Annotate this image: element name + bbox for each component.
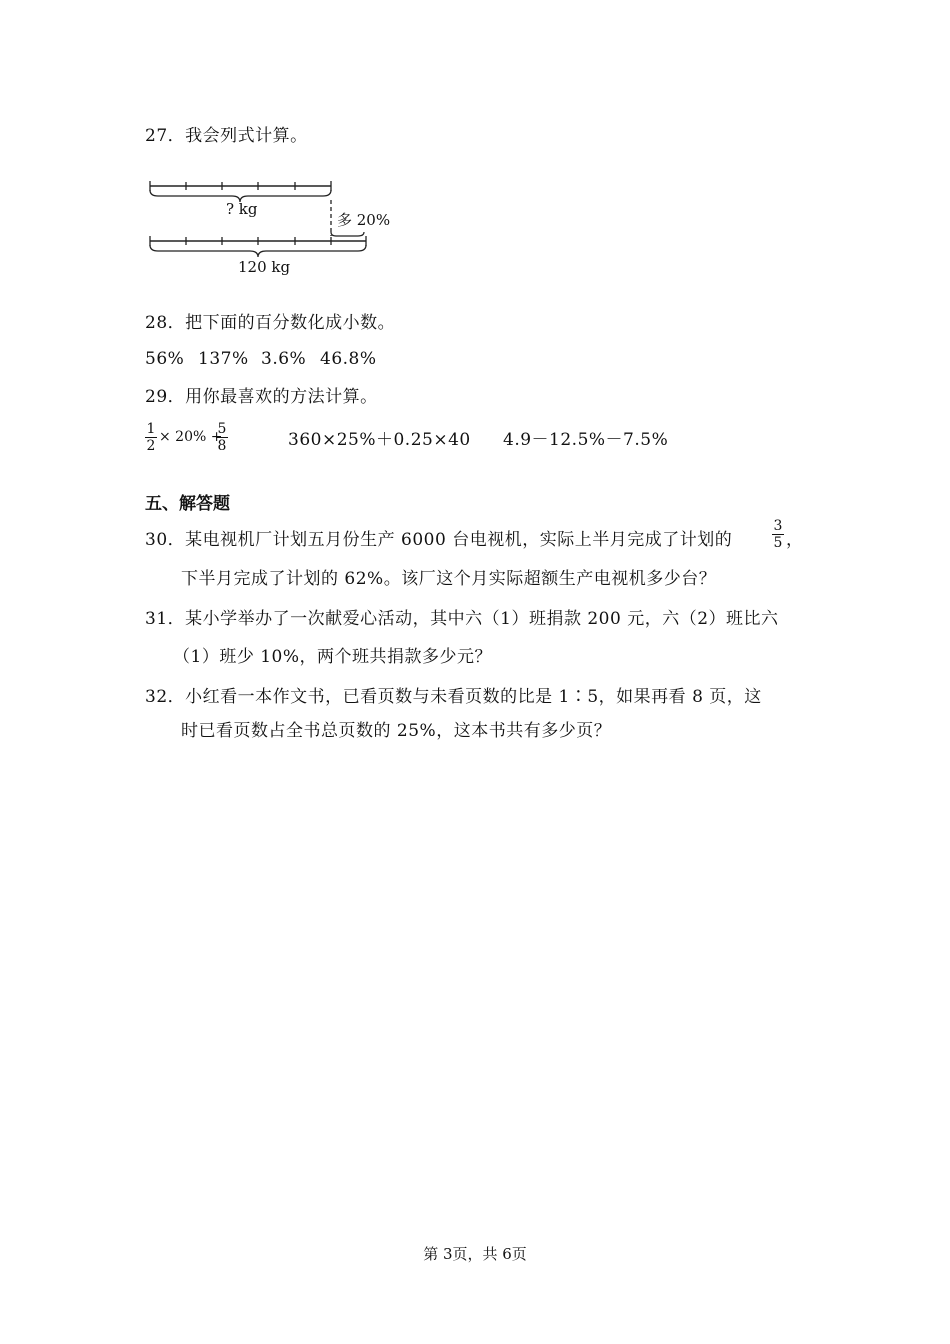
- expr2: 360×25%＋0.25×40: [288, 430, 471, 450]
- q28-value: 3.6%: [261, 349, 307, 369]
- q32-line1: 32．小红看一本作文书，已看页数与未看页数的比是 1∶5，如果再看 8 页，这: [145, 687, 762, 707]
- fraction-five-eighths: [216, 421, 228, 454]
- diagram-top-label: ? kg: [226, 200, 258, 218]
- expr3: 4.9－12.5%－7.5%: [503, 430, 669, 450]
- q28-value: 56%: [145, 349, 185, 369]
- frac-num: 5: [217, 421, 227, 437]
- question-29-label: 29．用你最喜欢的方法计算。: [145, 387, 378, 407]
- question-28-label: 28．把下面的百分数化成小数。: [145, 313, 396, 333]
- q31-line1: 31．某小学举办了一次献爱心活动，其中六（1）班捐款 200 元，六（2）班比六: [145, 609, 779, 629]
- fraction-one-half: [145, 421, 157, 454]
- frac-num: 1: [146, 421, 156, 437]
- page-footer: 第 3页，共 6页: [423, 1245, 527, 1263]
- diagram-extra-label: 多 20%: [337, 211, 391, 229]
- expr1-middle: × 20% +: [159, 429, 223, 445]
- q30-line2: 下半月完成了计划的 62%。该厂这个月实际超额生产电视机多少台？: [181, 569, 717, 589]
- frac-den: 8: [217, 438, 227, 454]
- q30-line1: 30．某电视机厂计划五月份生产 6000 台电视机，实际上半月完成了计划的: [145, 530, 733, 550]
- frac-den: 2: [146, 438, 156, 454]
- frac-num: 3: [773, 518, 783, 534]
- q32-line2: 时已看页数占全书总页数的 25%，这本书共有多少页？: [181, 721, 612, 741]
- q28-value: 46.8%: [320, 349, 377, 369]
- q28-value: 137%: [198, 349, 249, 369]
- section-5-title: 五、解答题: [145, 494, 230, 514]
- diagram-bottom-label: 120 kg: [238, 258, 291, 276]
- q31-line2: （1）班少 10%，两个班共捐款多少元？: [173, 647, 493, 667]
- frac-den: 5: [773, 535, 783, 551]
- bottom-brace: [150, 245, 366, 257]
- q30-tail: ，: [786, 530, 804, 550]
- extra-brace: [331, 232, 364, 236]
- fraction-three-fifths: [772, 518, 784, 551]
- question-27-label: 27．我会列式计算。: [145, 126, 308, 146]
